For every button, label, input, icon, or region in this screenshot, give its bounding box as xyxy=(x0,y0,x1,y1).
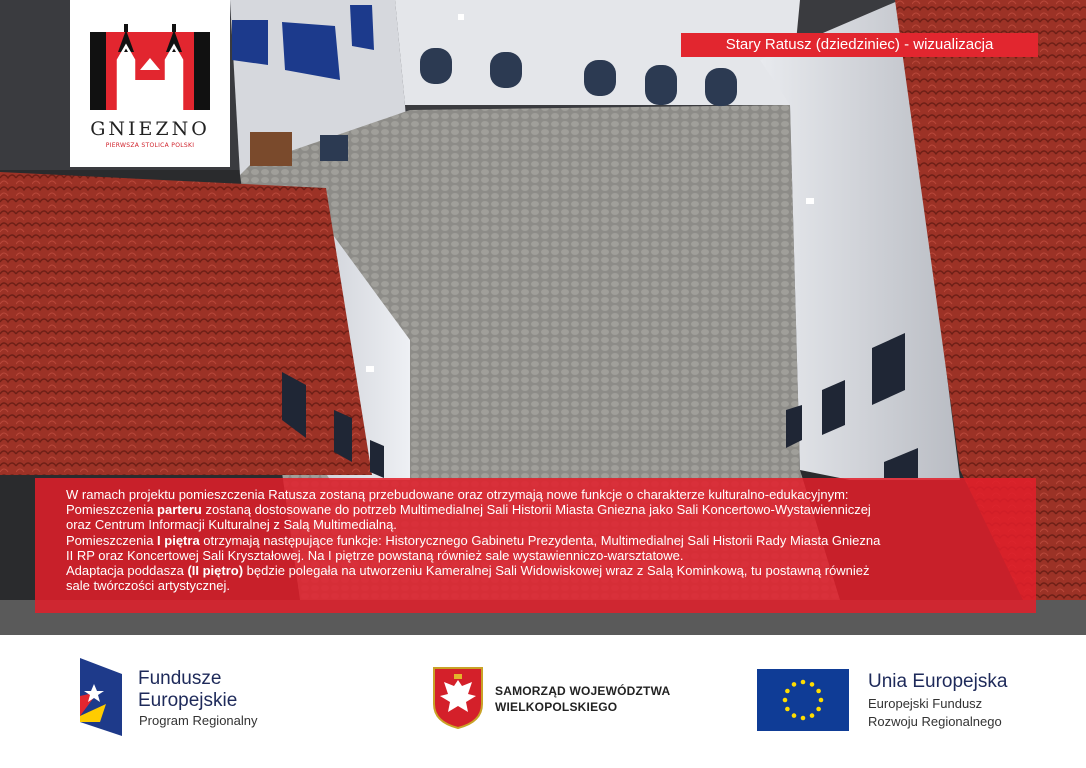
program-regionalny-label: Program Regionalny xyxy=(139,713,258,728)
eu-star-icon xyxy=(801,716,806,721)
fundusze-europejskie-logo-icon xyxy=(80,658,122,736)
gniezno-logo xyxy=(70,0,230,167)
logo-city-name: GNIEZNO xyxy=(90,118,210,140)
info-line: II RP oraz Koncertowej Sali Kryształowej. Na I piętrze powstaną również sale wystawienniczo-warsztatowe. xyxy=(66,547,684,563)
eu-star-icon xyxy=(783,698,788,703)
eu-star-icon xyxy=(785,707,790,712)
eu-star-icon xyxy=(801,680,806,685)
info-bold-text: I piętra xyxy=(157,532,200,548)
europejskie-label: Europejskie xyxy=(138,690,238,711)
eu-star-icon xyxy=(816,689,821,694)
door xyxy=(250,132,292,166)
info-bold-text: (II piętro) xyxy=(187,563,244,579)
info-text: będzie polegała na utworzeniu Kameralnej Sali Widowiskowej wraz z Salą Kominkową, tu postawną również xyxy=(243,563,870,579)
info-text: zostaną dostosowane do potrzeb Multimedialnej Sali Historii Miasta Gniezna jako Sali Koncertowo-Wystawienniczej xyxy=(201,502,871,518)
info-text: Pomieszczenia xyxy=(66,502,158,518)
unia-europejska-label: Unia Europejska xyxy=(868,671,1008,692)
info-line: oraz Centrum Informacji Kulturalnej z Salą Multimedialną. xyxy=(66,517,397,533)
info-text: Pomieszczenia xyxy=(66,532,158,548)
info-text: otrzymają następujące funkcje: Historycznego Gabinetu Prezydenta, Multimedialnej Sali Historii Rady Miasta Gniezna xyxy=(199,532,881,548)
eu-star-icon xyxy=(792,682,797,687)
samorzad-label: SAMORZĄD WOJEWÓDZTWA xyxy=(495,684,671,698)
fundusz-label: Europejski Fundusz xyxy=(868,696,983,711)
gniezno-logo-icon xyxy=(70,0,230,118)
info-text: Adaptacja poddasza xyxy=(66,563,188,579)
info-bold-text: parteru xyxy=(157,502,202,518)
info-line xyxy=(66,563,1008,578)
eu-star-icon xyxy=(819,698,824,703)
info-line xyxy=(66,533,1008,548)
eu-star-icon xyxy=(810,713,815,718)
wielkopolska-crest-icon xyxy=(432,666,484,730)
eu-star-icon xyxy=(785,689,790,694)
eu-star-icon xyxy=(810,682,815,687)
eu-flag-icon xyxy=(757,669,849,731)
fundusze-label: Fundusze xyxy=(138,668,222,689)
left-roof xyxy=(0,172,372,475)
wielkopolskiego-label: WIELKOPOLSKIEGO xyxy=(495,700,618,714)
logo-tagline: PIERWSZA STOLICA POLSKI xyxy=(105,142,195,149)
title-banner: Stary Ratusz (dziedziniec) - wizualizacja xyxy=(681,33,1038,57)
info-line xyxy=(66,502,1008,517)
rozwoju-label: Rozwoju Regionalnego xyxy=(868,714,1002,729)
info-line: sale twórczości artystycznej. xyxy=(66,578,230,594)
info-line: W ramach projektu pomieszczenia Ratusza zostaną przebudowane oraz otrzymają nowe funkcje o charakterze kulturalno-edukacyjnym: xyxy=(66,487,849,502)
info-text-box xyxy=(35,478,1036,613)
eu-star-icon xyxy=(792,713,797,718)
eu-star-icon xyxy=(816,707,821,712)
